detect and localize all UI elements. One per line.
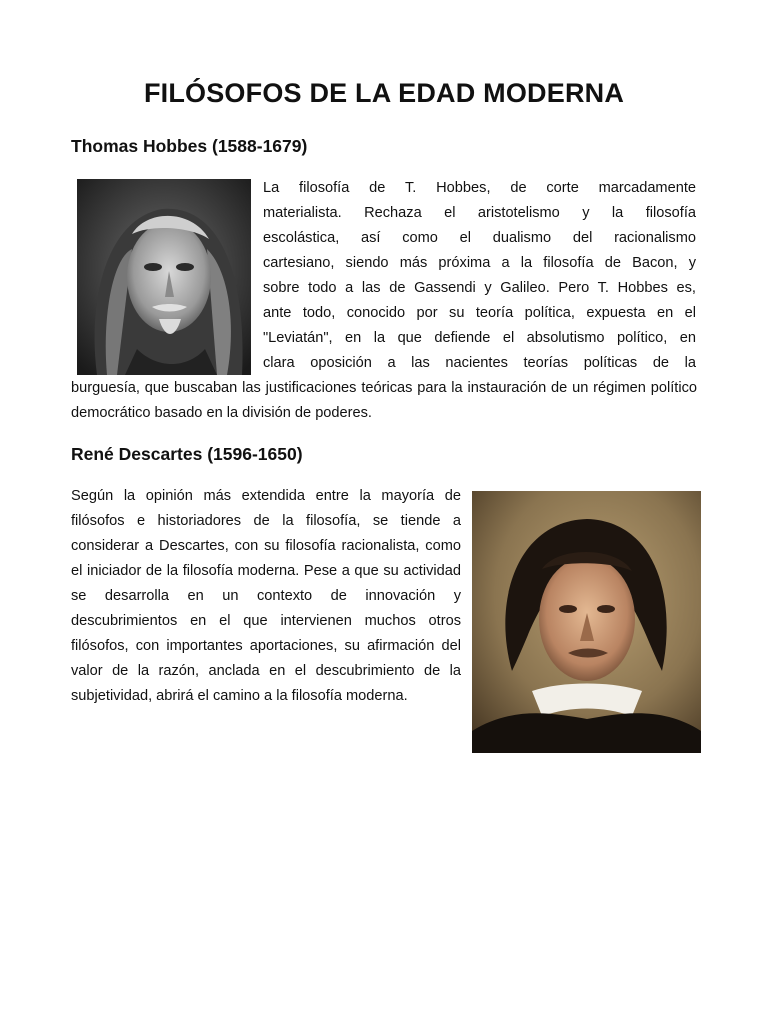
section-heading-hobbes: Thomas Hobbes (1588-1679) xyxy=(71,136,308,156)
hobbes-paragraph-wrapped xyxy=(263,176,696,376)
text-line: La filosofía de T. Hobbes, de corte marcadamente xyxy=(263,180,696,196)
text-line: ante todo, conocido por su teoría política, expuesta en el xyxy=(263,305,696,321)
descartes-portrait-image xyxy=(472,491,701,753)
text-line: clara oposición a las nacientes teorías políticas de la xyxy=(263,355,696,371)
text-line: cartesiano, siendo más próxima a la filosofía de Bacon, y xyxy=(263,255,696,271)
page-title: FILÓSOFOS DE LA EDAD MODERNA xyxy=(143,78,625,108)
text-line: sobre todo a las de Gassendi y Galileo. Pero T. Hobbes es, xyxy=(263,280,696,296)
hobbes-portrait-image xyxy=(77,179,251,375)
section-heading-descartes: René Descartes (1596-1650) xyxy=(71,444,303,464)
text-line: materialista. Rechaza el aristotelismo y la filosofía xyxy=(263,205,696,221)
descartes-paragraph: Según la opinión más extendida entre la mayoría de filósofos e historiadores de la filosofía, se tiende a considerar a Descartes, con su filosofía racionalista, como el iniciador de la filosofía moderna. Pese a que su actividad se desarrolla en un contexto de innovación y descubrimientos en el que intervienen muchos otros filósofos, con importantes aportaciones, su afirmación del valor de la razón, anclada en el descubrimiento de la subjetividad, abrirá el camino a la filosofía moderna. xyxy=(71,488,461,704)
hobbes-paragraph-full: burguesía, que buscaban las justificaciones teóricas para la instauración de un régimen político democrático basado en la división de poderes. xyxy=(71,380,697,421)
text-line: "Leviatán", en la que defiende el absolutismo político, en xyxy=(263,330,696,346)
text-line: escolástica, así como el dualismo del racionalismo xyxy=(263,230,696,246)
